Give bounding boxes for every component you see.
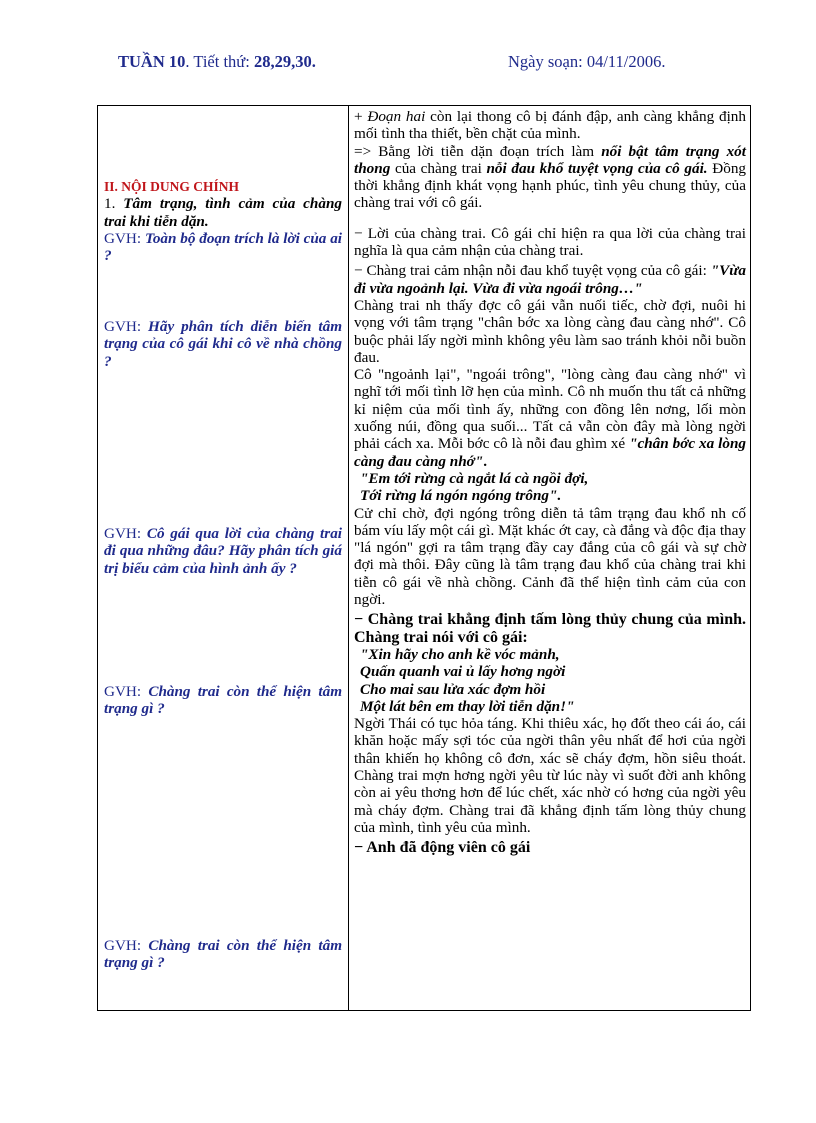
lesson-label: . Tiết thứ: <box>185 52 254 71</box>
section-title: II. NỘI DUNG CHÍNH <box>104 179 240 194</box>
paragraph-waiting: Chàng trai nh thấy đợc cô gái vẫn nuối tiếc, chờ đợi, nuôi hi vọng với tâm trạng "chân bớc xa lòng càng đau càng nhớ". Cô buộc phải lấy ngời mình không yêu làm sao tránh khỏi nỗi buồn đau. <box>354 296 746 366</box>
lesson-table <box>97 105 751 1011</box>
column-divider <box>348 106 349 1010</box>
subsection-title: 1. Tâm trạng, tình cảm của chàng trai khi tiễn dặn. <box>104 195 342 230</box>
content-column <box>354 108 746 1011</box>
question-5: GVH: Chàng trai còn thể hiện tâm trạng gì ? <box>104 937 343 972</box>
page-header <box>0 52 816 76</box>
paragraph-conclusion: => Bằng lời tiễn dặn đoạn trích làm nổi bật tâm trạng xót thong của chàng trai nỗi đau khổ tuyệt vọng của cô gái. Đồng thời khẳng định khát vọng hạnh phúc, tình yêu chung thủy, của chàng trai với cô gái. <box>354 142 747 212</box>
poem-2-line-4: Một lát bên em thay lời tiễn dặn!" <box>360 697 575 715</box>
paragraph-memories: Cô "ngoảnh lại", "ngoái trông", "lòng càng đau càng nhớ" vì nghĩ tới mối tình lỡ hẹn của mình. Cô nh muốn thu tất cả những kỉ niệm của mối tình ấy, những con đồng lên nơng, lối mòn xuống núi, đồng qua suối... Tất cả vẫn còn đây mà lòng ngời phải cách xa. Mỗi bớc cô là nỗi đau ghìm xé "chân bớc xa lòng càng đau càng nhớ". <box>354 366 747 470</box>
lesson-numbers: 28,29,30. <box>253 52 316 71</box>
poem-2-line-2: Quấn quanh vai ủ lấy hơng ngời <box>360 663 566 681</box>
paragraph-thai-custom: Ngời Thái có tục hỏa táng. Khi thiêu xác, họ đốt theo cái áo, cái khăn hoặc mấy sợi tóc của ngời thân yêu nhất để hơi của ngời thân khiến họ không cô đơn, xác sẽ cháy đợm, hồn siêu thoát. Chàng trai mợn hơng ngời yêu từ lúc này vì suốt đời anh không còn ai yêu thơng hơn để lúc chết, xác nhờ có hơng của ngời yêu mà cháy đợm. Chàng trai đã khẳng định tấm lòng thủy chung của mình, tình yêu của mình. <box>354 715 746 836</box>
poem-2-line-3: Cho mai sau lửa xác đợm hồi <box>360 680 546 698</box>
poem-1-line-2: Tới rừng lá ngón ngóng trông". <box>360 487 562 505</box>
paragraph-speaker: − Lời của chàng trai. Cô gái chỉ hiện ra qua lời của chàng trai nghĩa là qua cảm nhận của chàng trai. <box>354 224 746 260</box>
question-4: GVH: Chàng trai còn thể hiện tâm trạng gì ? <box>104 683 343 718</box>
paragraph-despair: − Chàng trai cảm nhận nỗi đau khổ tuyệt vọng của cô gái: "Vừa đi vừa ngoảnh lại. Vừa đi vừa ngoái trông…" <box>354 262 746 297</box>
week-label: TUẦN 10 <box>118 52 186 71</box>
poem-1-line-1: "Em tới rừng cà ngắt lá cà ngồi đợi, <box>360 469 589 487</box>
poem-2-line-1: "Xin hãy cho anh kề vóc mảnh, <box>360 645 560 663</box>
date-label: Ngày soạn: 04/11/2006. <box>508 52 666 71</box>
paragraph-faithfulness: − Chàng trai khẳng định tấm lòng thủy chung của mình. Chàng trai nói với cô gái: <box>354 611 746 646</box>
paragraph-doan-hai: + Đoạn hai còn lại thong cô bị đánh đập, anh càng khẳng định mối tình tha thiết, bền chặt của mình. <box>354 108 746 143</box>
section-heading-block <box>104 178 342 264</box>
teacher-question-column <box>98 106 348 1010</box>
question-1: GVH: Toàn bộ đoạn trích là lời của ai ? <box>104 229 343 265</box>
question-3: GVH: Cô gái qua lời của chàng trai đi qua những đâu? Hãy phân tích giá trị biểu cảm của hình ảnh ấy ? <box>104 525 343 577</box>
question-2: GVH: Hãy phân tích diễn biến tâm trạng của cô gái khi cô về nhà chồng ? <box>104 318 343 370</box>
lesson-info <box>118 52 316 72</box>
paragraph-gesture: Cử chỉ chờ, đợi ngóng trông diễn tả tâm trạng đau khổ nh cố bám víu lấy một cái gì. Mặt khác ớt cay, cà đắng và độc địa thay "lá ngón" gợi ra tâm trạng đầy cay đắng của cô gái và sự chờ đợi mà thôi. Đây cũng là tâm trạng đau khổ của chàng trai khi tiễn cô gái về nhà chồng. Cảnh đã thể hiện tình cảm của con ngời. <box>354 504 746 609</box>
paragraph-encourage: − Anh đã động viên cô gái <box>354 839 531 857</box>
